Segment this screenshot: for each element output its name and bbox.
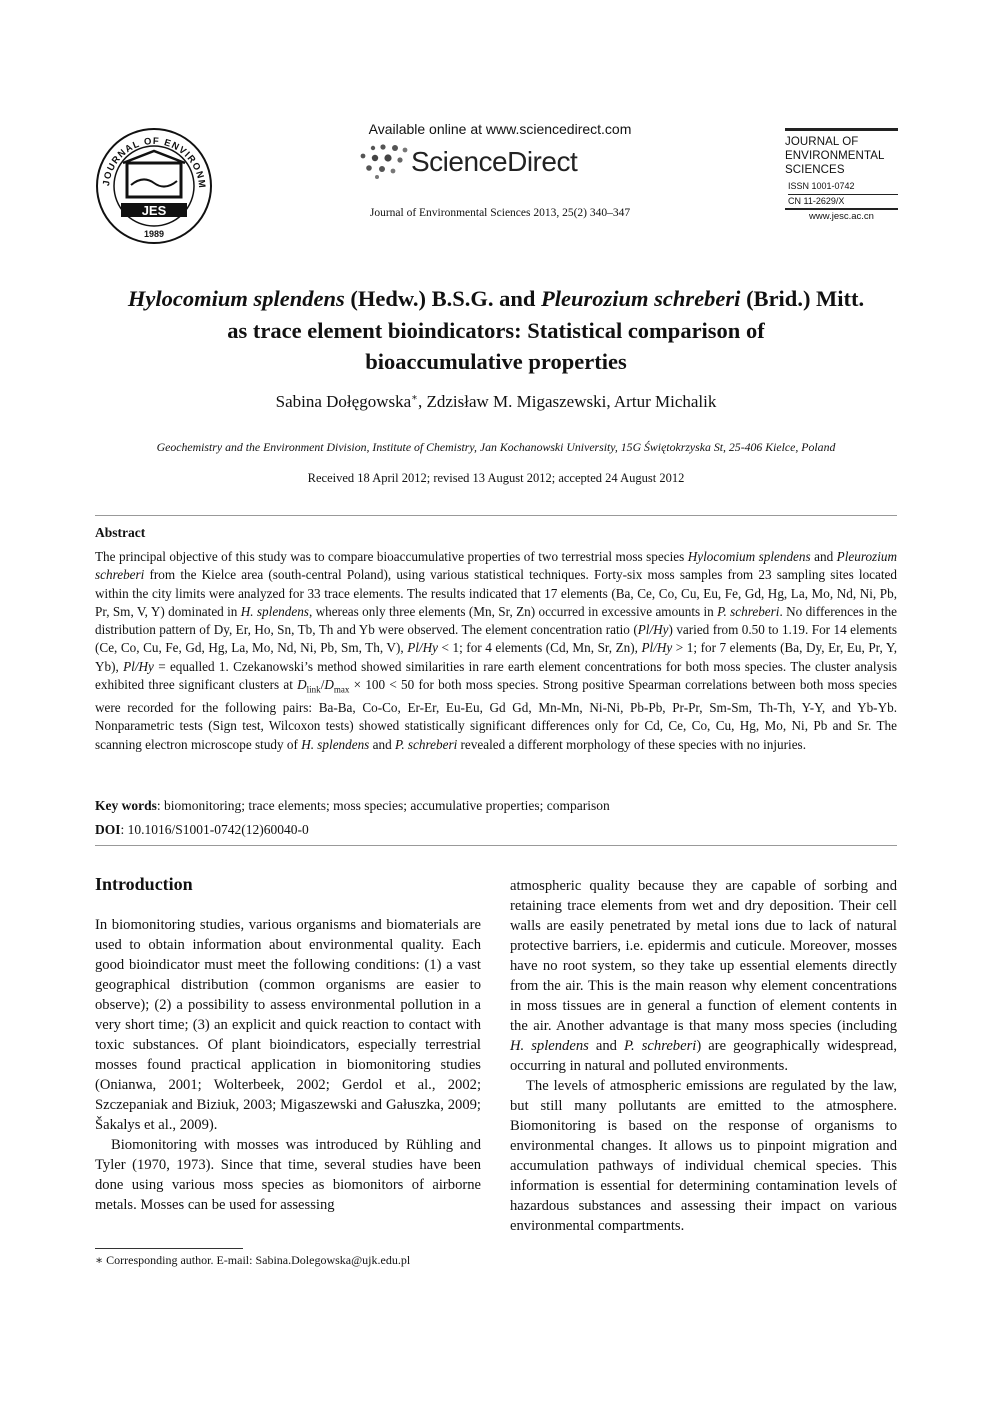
journal-box xyxy=(785,128,898,222)
intro-paragraph-2: Biomonitoring with mosses was introduced by Rühling and Tyler (1970, 1973). Since that time, several studies have been done using various moss species as biomonitors of airborne metals. Mosses can be used for assessing xyxy=(95,1137,481,1213)
sciencedirect-logo xyxy=(355,140,595,182)
logo-center-text: JES xyxy=(141,203,167,218)
keywords xyxy=(95,798,897,814)
footnote-rule xyxy=(95,1248,243,1249)
author-list xyxy=(95,392,897,412)
sciencedirect-dots-icon xyxy=(355,142,411,180)
abstract-subscript: max xyxy=(333,684,350,695)
left-column xyxy=(95,915,481,1215)
intro-italic: P. schreberi xyxy=(624,1038,697,1054)
logo-bottom-text: 1989 xyxy=(143,229,165,239)
journal-box-issn: ISSN 1001-0742 xyxy=(788,181,855,191)
right-column xyxy=(510,876,897,1236)
received-dates: Received 18 April 2012; revised 13 August 2012; accepted 24 August 2012 xyxy=(307,471,685,485)
abstract-italic: Pl/Hy xyxy=(123,658,154,674)
abstract-italic: Pleurozium schreberi xyxy=(95,549,897,583)
abstract-text: ) varied from 0.50 to 1.19. For 14 elements (Ce, Co, Cu, Fe, Gd, Hg, La, Mo, Nd, Ni, Pb, Sm, Th, V), xyxy=(95,622,897,656)
journal-box-line3: SCIENCES xyxy=(785,164,845,176)
corresponding-mark: ∗ xyxy=(411,392,418,404)
journal-box-cn: CN 11-2629/X xyxy=(788,196,845,206)
article-title xyxy=(95,283,897,378)
abstract-text: from the Kielce area (south-central Poland), using various statistical techniques. Forty-six moss samples from 23 sampling sites located within the city limits were analyzed for 33 trace elements. The results indicated that 17 elements (Ba, Ce, Co, Cu, Eu, Fe, Gd, Hg, La, Mo, Nd, Ni, Pb, Pr, Sm, V, Y) dominated in xyxy=(95,567,897,619)
abstract-body xyxy=(95,548,897,754)
intro-paragraph-3 xyxy=(510,876,897,1076)
journal-box-line1: JOURNAL OF xyxy=(785,136,859,148)
journal-box-top-rule xyxy=(785,128,898,131)
abstract-text: , whereas only three elements (Mn, Sr, Zn) occurred in excessive amounts in xyxy=(308,603,718,619)
abstract-text: revealed a different morphology of these species with no injuries. xyxy=(457,736,806,752)
title-line-1 xyxy=(95,283,897,315)
introduction-heading: Introduction xyxy=(95,874,193,894)
doi xyxy=(95,822,897,838)
abstract-text: and xyxy=(810,549,837,564)
journal-box-bottom-rule xyxy=(785,208,898,210)
jes-logo xyxy=(93,127,215,245)
abstract-italic: H. splendens xyxy=(301,736,370,752)
intro-text: ) are geographically widespread, occurring in natural and polluted environments. xyxy=(510,1038,897,1074)
abstract-italic: Hylocomium splendens xyxy=(687,549,811,564)
title-text-2: (Brid.) Mitt. xyxy=(740,286,865,311)
abstract-text: > 1; for 7 elements (Ba, Dy, Er, Eu, Pr, Y, Yb), xyxy=(95,640,897,674)
abstract-italic: P. schreberi xyxy=(717,603,780,619)
abstract-text: × 100 < 50 for both moss species. Strong positive Spearman correlations between both moss species were recorded for the following pairs: Ba-Ba, Co-Co, Er-Er, Eu-Eu, Gd Gd, Mn-Mn, Ni-Ni, Pb-Pb, Pr-Pr, Sm-Sm, Th-Th, Y-Y, and Yb-Yb. Nonparametric tests (Sign test, Wilcoxon tests) showed statistically significant differences only for Cd, Ce, Co, Cu, Hg, Mo, Ni, Pb and Sr. The scanning electron microscope study of xyxy=(95,677,897,752)
abstract-text: and xyxy=(369,736,395,752)
title-text-1: (Hedw.) B.S.G. and xyxy=(344,286,542,311)
abstract-bottom-rule xyxy=(95,845,897,846)
logo-ring-text: JOURNAL OF ENVIRONM xyxy=(101,135,208,190)
abstract-subscript: link xyxy=(306,684,321,695)
doi-link[interactable]: : 10.1016/S1001-0742(12)60040-0 xyxy=(120,822,309,837)
author-1: Sabina Dołęgowska xyxy=(275,392,412,411)
abstract-text: . No differences in the distribution pattern of Dy, Er, Ho, Sn, Tb, Th and Yb were observed. The element concentration ratio ( xyxy=(95,603,897,638)
abstract-italic: D xyxy=(324,677,334,693)
abstract-italic: P. schreberi xyxy=(394,736,458,752)
keywords-label: Key words xyxy=(95,798,157,813)
doi-label: DOI xyxy=(95,822,121,837)
abstract-text: < 1; for 4 elements (Cd, Mn, Sr, Zn), xyxy=(437,640,642,656)
keywords-text: : biomonitoring; trace elements; moss species; accumulative properties; comparison xyxy=(156,798,610,813)
abstract-italic: H. splendens xyxy=(240,603,309,619)
available-online-text: Available online at www.sciencedirect.com xyxy=(368,121,632,137)
journal-box-line2: ENVIRONMENTAL xyxy=(785,150,885,162)
intro-text: atmospheric quality because they are capable of sorbing and retaining trace elements from wet and dry deposition. Their cell walls are easily penetrated by metal ions due to lack of natural protective barriers, i.e. epidermis and cuticule. Moreover, mosses have no root system, so they take up essential elements directly from the air. This is the main reason why element concentrations in moss tissues are in general a function of element contents in the air. Another advantage is that many moss species (including xyxy=(510,878,897,1034)
journal-box-url: www.jesc.ac.cn xyxy=(809,211,874,222)
jes-seal-logo-icon xyxy=(93,127,215,245)
abstract-italic: Pl/Hy xyxy=(637,622,669,638)
intro-text: and xyxy=(588,1038,624,1054)
abstract-text: / xyxy=(320,677,325,693)
intro-paragraph-4: The levels of atmospheric emissions are regulated by the law, but still many pollutants are emitted to the atmosphere. Biomonitoring is based on the response of organisms to environmental changes. It allows us to pinpoint migration and accumulation pathways of individual chemical species. This information is essential for determining contamination levels of hazardous substances and assessing their impact on various environmental compartments. xyxy=(510,1078,897,1234)
other-authors: , Zdzisław M. Migaszewski, Artur Michalik xyxy=(417,392,717,411)
title-species-2: Pleurozium schreberi xyxy=(541,286,741,311)
abstract-text: = equalled 1. Czekanowski’s method showed similarities in rare earth element concentrations for both moss species. The cluster analysis exhibited three significant clusters at xyxy=(95,658,898,693)
sciencedirect-wordmark: ScienceDirect xyxy=(411,146,578,177)
journal-citation: Journal of Environmental Sciences 2013, 25(2) 340–347 xyxy=(369,207,631,219)
intro-paragraph-1: In biomonitoring studies, various organisms and biomaterials are used to obtain information about environmental quality. Each good bioindicator must meet the following conditions: (1) a vast geographical distribution (common organisms are easier to observe); (2) a possibility to assess environmental pollution in a very short time; (3) an explicit and quick reaction to contact with toxic substances. Of plant bioindicators, especially terrestrial mosses found practical application in biomonitoring studies (Onianwa, 2001; Wolterbeek, 2002; Gerdol et al., 2002; Szczepaniak and Biziuk, 2003; Migaszewski and Gałuszka, 2009; Šakalys et al., 2009). xyxy=(95,917,481,1133)
abstract-top-rule xyxy=(95,515,897,516)
abstract-text: The principal objective of this study was to compare bioaccumulative properties of two terrestrial moss species xyxy=(95,549,688,564)
affiliation: Geochemistry and the Environment Division, Institute of Chemistry, Jan Kochanowski University, 15G Świętokrzyska St, 25-406 Kielce, Poland xyxy=(156,440,836,454)
title-species-1: Hylocomium splendens xyxy=(127,286,345,311)
corresponding-author-footnote: ∗ Corresponding author. E-mail: Sabina.Dolegowska@ujk.edu.pl xyxy=(95,1253,411,1267)
intro-italic: H. splendens xyxy=(510,1038,589,1054)
title-line-3: bioaccumulative properties xyxy=(365,349,627,374)
abstract-heading: Abstract xyxy=(95,525,146,540)
abstract-italic: Pl/Hy xyxy=(641,640,673,656)
title-line-2: as trace element bioindicators: Statistical comparison of xyxy=(227,317,765,343)
abstract-italic: D xyxy=(297,677,307,693)
abstract-italic: Pl/Hy xyxy=(407,640,438,656)
